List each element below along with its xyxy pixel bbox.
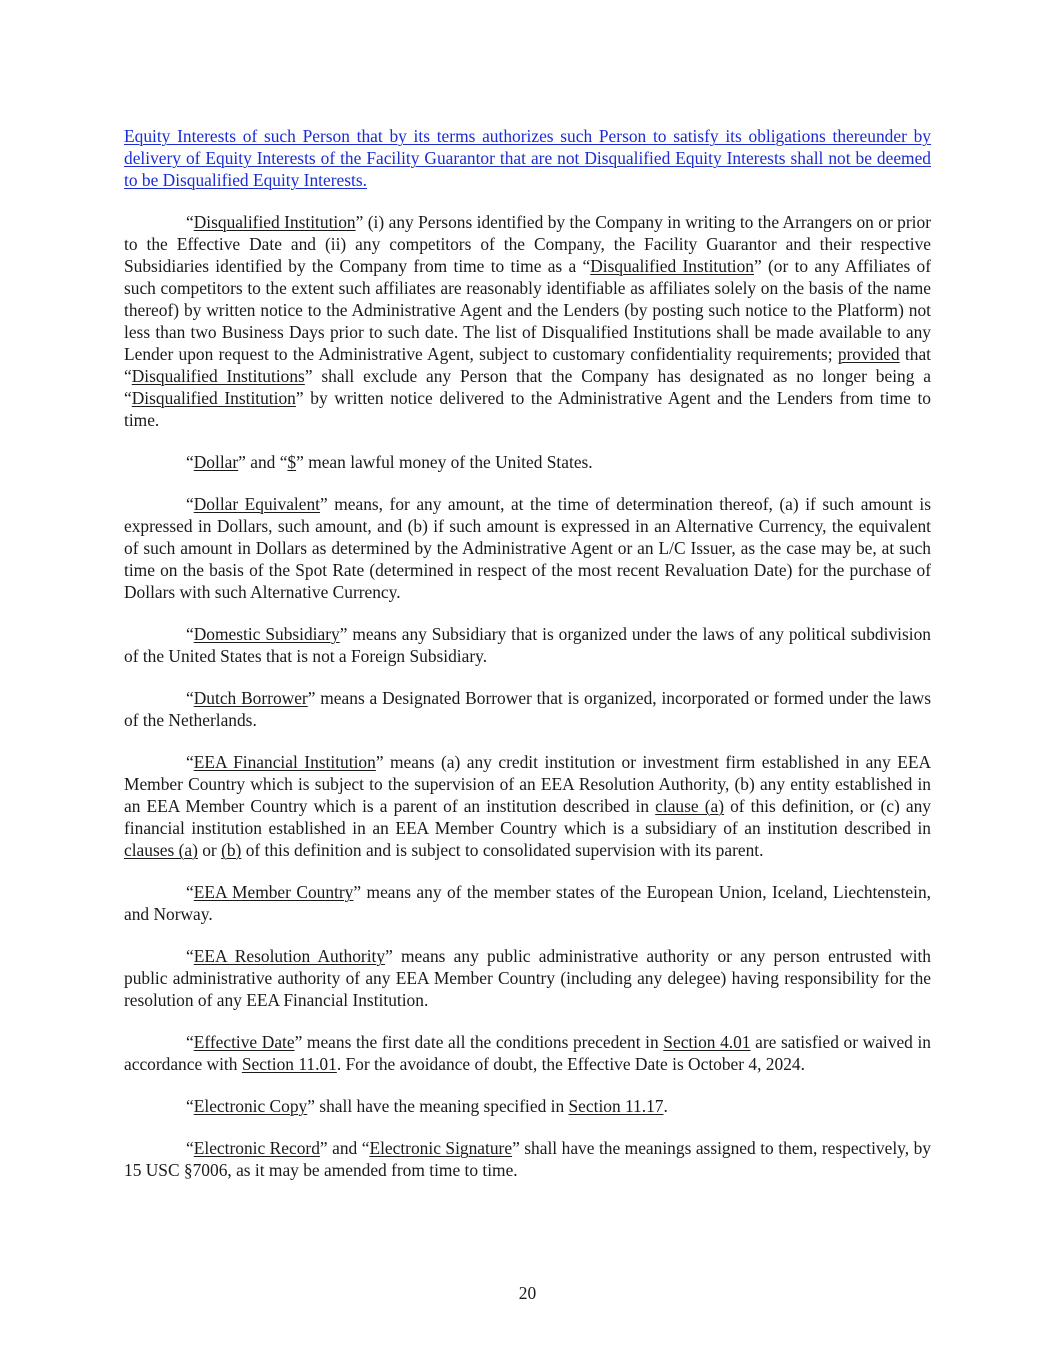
defined-term: Electronic Copy <box>193 1096 308 1116</box>
term-reference: Disqualified Institution <box>590 256 754 276</box>
definition-text: ” means, for any amount, at the time of determination thereof, (a) if such amount is expressed in Dollars, such amount, and (b) if such amount is expressed in an Alternative Currency, the equivalent of such amount in Dollars as determined by the Administrative Agent or an L/C Issuer, as the case may be, at such time on the basis of the Spot Rate (determined in respect of the most recent Revaluation Date) for the purchase of Dollars with such Alternative Currency. <box>124 494 931 602</box>
defined-term: Electronic Record <box>193 1138 320 1158</box>
term-reference: Disqualified Institutions <box>131 366 305 386</box>
section-reference: Section 4.01 <box>663 1032 751 1052</box>
definition-text: ” means (a) any credit institution or investment firm established in any EEA Member Country which is subject to the supervision of an EEA Resolution Authority, (b) any entity established in an EEA Member Country which is a parent of an institution described in <box>124 752 931 816</box>
quote-mark: “ <box>186 1032 194 1052</box>
definition-text: ” (i) any Persons identified by the Company in writing to the Arrangers on or prior to the Effective Date and (ii) any competitors of the Company, the Facility Guarantor and their respective Subsidiaries identified by the Company from time to time as a “ <box>124 212 931 276</box>
section-reference: Section 11.01 <box>241 1054 337 1074</box>
defined-term: Disqualified Institution <box>193 212 356 232</box>
quote-mark: “ <box>186 752 194 772</box>
quote-mark: “ <box>186 212 194 232</box>
definition-text: ” by written notice delivered to the Administrative Agent and the Lenders from time to time. <box>124 388 931 430</box>
definition-domestic-subsidiary <box>124 623 931 667</box>
defined-term: Dutch Borrower <box>193 688 308 708</box>
definition-text: ” and “ <box>319 1138 370 1158</box>
definition-text: are satisfied or waived in accordance with <box>124 1032 931 1074</box>
page-number: 20 <box>518 1283 537 1303</box>
definition-text: ” shall have the meaning specified in <box>307 1096 569 1116</box>
definition-electronic-copy <box>124 1095 931 1117</box>
definition-effective-date <box>124 1031 931 1075</box>
definition-text: ” shall exclude any Person that the Company has designated as no longer being a “ <box>124 366 931 408</box>
definition-eea-resolution-authority <box>124 945 931 1011</box>
defined-term: Dollar <box>193 452 239 472</box>
defined-term: Electronic Signature <box>369 1138 513 1158</box>
definition-eea-member-country <box>124 881 931 925</box>
definition-text: ” shall have the meanings assigned to them, respectively, by 15 USC §7006, as it may be amended from time to time. <box>124 1138 931 1180</box>
defined-term: Effective Date <box>193 1032 295 1052</box>
quote-mark: “ <box>186 946 194 966</box>
document-page <box>124 125 931 1201</box>
definition-text: ” means the first date all the conditions precedent in <box>294 1032 664 1052</box>
continuation-text: Equity Interests of such Person that by its terms authorizes such Person to satisfy its obligations thereunder by delivery of Equity Interests of the Facility Guarantor that are not Disqualified Equity Interests shall not be deemed to be Disqualified Equity Interests. <box>124 126 931 190</box>
term-reference: Disqualified Institution <box>131 388 296 408</box>
section-reference: Section 11.17 <box>568 1096 664 1116</box>
definition-text: ” means a Designated Borrower that is organized, incorporated or formed under the laws of the Netherlands. <box>124 688 931 730</box>
definition-dutch-borrower <box>124 687 931 731</box>
definition-dollar <box>124 451 931 473</box>
quote-mark: “ <box>186 452 194 472</box>
defined-term: EEA Member Country <box>193 882 354 902</box>
defined-term: Domestic Subsidiary <box>193 624 340 644</box>
continuation-paragraph <box>124 125 931 191</box>
defined-term: EEA Financial Institution <box>193 752 376 772</box>
quote-mark: “ <box>186 882 194 902</box>
definition-text: of this definition and is subject to consolidated supervision with its parent. <box>241 840 764 860</box>
quote-mark: “ <box>186 624 194 644</box>
quote-mark: “ <box>186 1138 194 1158</box>
definition-text: . For the avoidance of doubt, the Effective Date is October 4, 2024. <box>336 1054 805 1074</box>
definition-text: ” means any public administrative authority or any person entrusted with public administrative authority of any EEA Member Country (including any delegee) having responsibility for the resolution of any EEA Financial Institution. <box>124 946 931 1010</box>
defined-term: $ <box>287 452 297 472</box>
clause-reference: clause (a) <box>655 796 724 816</box>
quote-mark: “ <box>186 494 194 514</box>
defined-term: Dollar Equivalent <box>193 494 321 514</box>
definition-text: ” means any of the member states of the European Union, Iceland, Liechtenstein, and Norway. <box>124 882 931 924</box>
clause-reference: clauses (a) <box>124 840 198 860</box>
definition-text: of this definition, or (c) any financial institution established in an EEA Member Country which is a subsidiary of an institution described in <box>124 796 931 838</box>
definition-text: ” mean lawful money of the United States. <box>296 452 593 472</box>
definition-electronic-record <box>124 1137 931 1181</box>
term-reference: provided <box>837 344 900 364</box>
definition-text: . <box>663 1096 668 1116</box>
defined-term: EEA Resolution Authority <box>193 946 386 966</box>
definition-text: that “ <box>124 344 931 386</box>
quote-mark: “ <box>186 1096 194 1116</box>
clause-reference: (b) <box>221 840 242 860</box>
definition-text: or <box>197 840 222 860</box>
definition-text: ” (or to any Affiliates of such competitors to the extent such affiliates are reasonably identifiable as affiliates solely on the basis of the name thereof) by written notice to the Administrative Agent and the Lenders (by posting such notice to the Platform) not less than two Business Days prior to such date. The list of Disqualified Institutions shall be made available to any Lender upon request to the Administrative Agent, subject to customary confidentiality requirements; <box>124 256 931 364</box>
definition-eea-financial-institution <box>124 751 931 861</box>
definition-text: ” and “ <box>238 452 288 472</box>
definition-text: ” means any Subsidiary that is organized under the laws of any political subdivision of the United States that is not a Foreign Subsidiary. <box>124 624 931 666</box>
definition-disqualified-institution <box>124 211 931 431</box>
quote-mark: “ <box>186 688 194 708</box>
definition-dollar-equivalent <box>124 493 931 603</box>
